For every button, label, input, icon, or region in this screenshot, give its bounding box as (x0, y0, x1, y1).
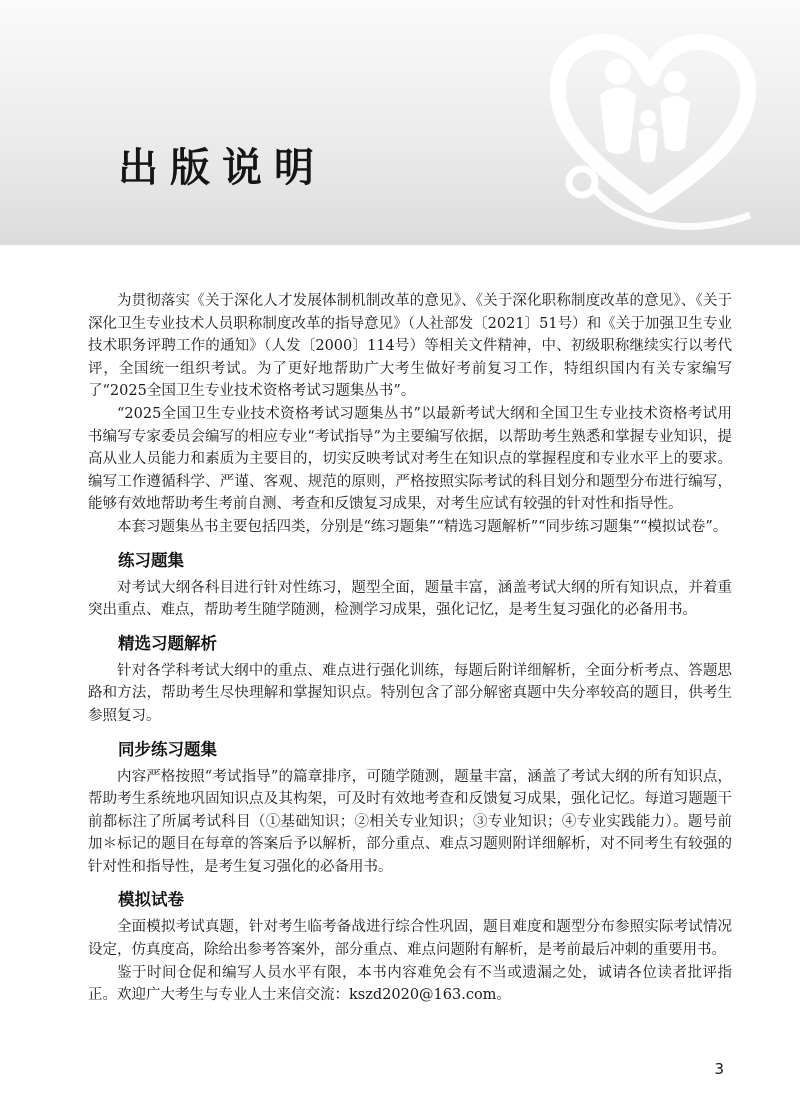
header-banner (0, 0, 800, 245)
paragraph: “2025全国卫生专业技术资格考试习题集丛书”以最新考试大纲和全国卫生专业技术资格考试用书编写专家委员会编写的相应专业“考试指导”为主要编写依据，以帮助考生熟悉和掌握专业知识，提高从业人员能力和素质为主要目的，切实反映考试对考生在知识点的掌握程度和专业水平上的要求。编写工作遵循科学、严谨、客观、规范的原则，严格按照实际考试的科目划分和题型分布进行编写，能够有效地帮助考生考前自测、考查和反馈复习成果，对考生应试有较强的针对性和指导性。 (88, 405, 732, 513)
section-heading: 练习题集 (118, 550, 184, 570)
heart-family-stethoscope-logo-icon (500, 0, 800, 245)
section-heading: 精选习题解析 (118, 633, 217, 653)
paragraph: 全面模拟考试真题，针对考生临考备战进行综合性巩固，题目难度和题型分布参照实际考试情况设定，仿真度高，除给出参考答案外，部分重点、难点问题附有解析，是考前最后冲刺的重要用书。 (88, 919, 732, 959)
paragraph: 为贯彻落实《关于深化人才发展体制机制改革的意见》、《关于深化职称制度改革的意见》、《关于深化卫生专业技术人员职称制度改革的指导意见》（人社部发〔2021〕51号）和《关于加强卫生专业技术职务评聘工作的通知》（人发〔2000〕114号）等相关文件精神，中、初级职称继续实行以考代评，全国统一组织考试。为了更好地帮助广大考生做好考前复习工作，特组织国内有关专家编写了“2025全国卫生专业技术资格考试习题集丛书”。 (88, 293, 732, 400)
paragraph: 本套习题集丛书主要包括四类，分别是“练习题集”“精选习题解析”“同步练习题集”“模拟试卷”。 (117, 518, 728, 535)
section-heading: 模拟试卷 (118, 890, 184, 910)
paragraph: 针对各学科考试大纲中的重点、难点进行强化训练，每题后附详细解析，全面分析考点、答题思路和方法，帮助考生尽快理解和掌握知识点。特别包含了部分解密真题中失分率较高的题目，供考生参照复习。 (88, 662, 732, 724)
page-number: 3 (714, 1060, 724, 1078)
document-body (88, 290, 732, 1007)
paragraph: 对考试大纲各科目进行针对性练习，题型全面，题量丰富，涵盖考试大纲的所有知识点，并着重突出重点、难点，帮助考生随学随测，检测学习成果，强化记忆，是考生复习强化的必备用书。 (88, 579, 732, 619)
page-title: 出版说明 (118, 145, 326, 191)
paragraph: 内容严格按照“考试指导”的篇章排序，可随学随测，题量丰富，涵盖了考试大纲的所有知识点，帮助考生系统地巩固知识点及其构架，可及时有效地考查和反馈复习成果，强化记忆。每道习题题干前都标注了所属考试科目（①基础知识；②相关专业知识；③专业知识；④专业实践能力）。题号前加＊标记的题目在每章的答案后予以解析，部分重点、难点习题则附详细解析，对不同考生有较强的针对性和指导性，是考生复习强化的必备用书。 (88, 768, 732, 875)
paragraph: 鉴于时间仓促和编写人员水平有限，本书内容难免会有不当或遗漏之处，诚请各位读者批评指正。欢迎广大考生与专业人士来信交流：kszd2020@163.com。 (88, 964, 732, 1004)
section-heading: 同步练习题集 (118, 739, 217, 759)
